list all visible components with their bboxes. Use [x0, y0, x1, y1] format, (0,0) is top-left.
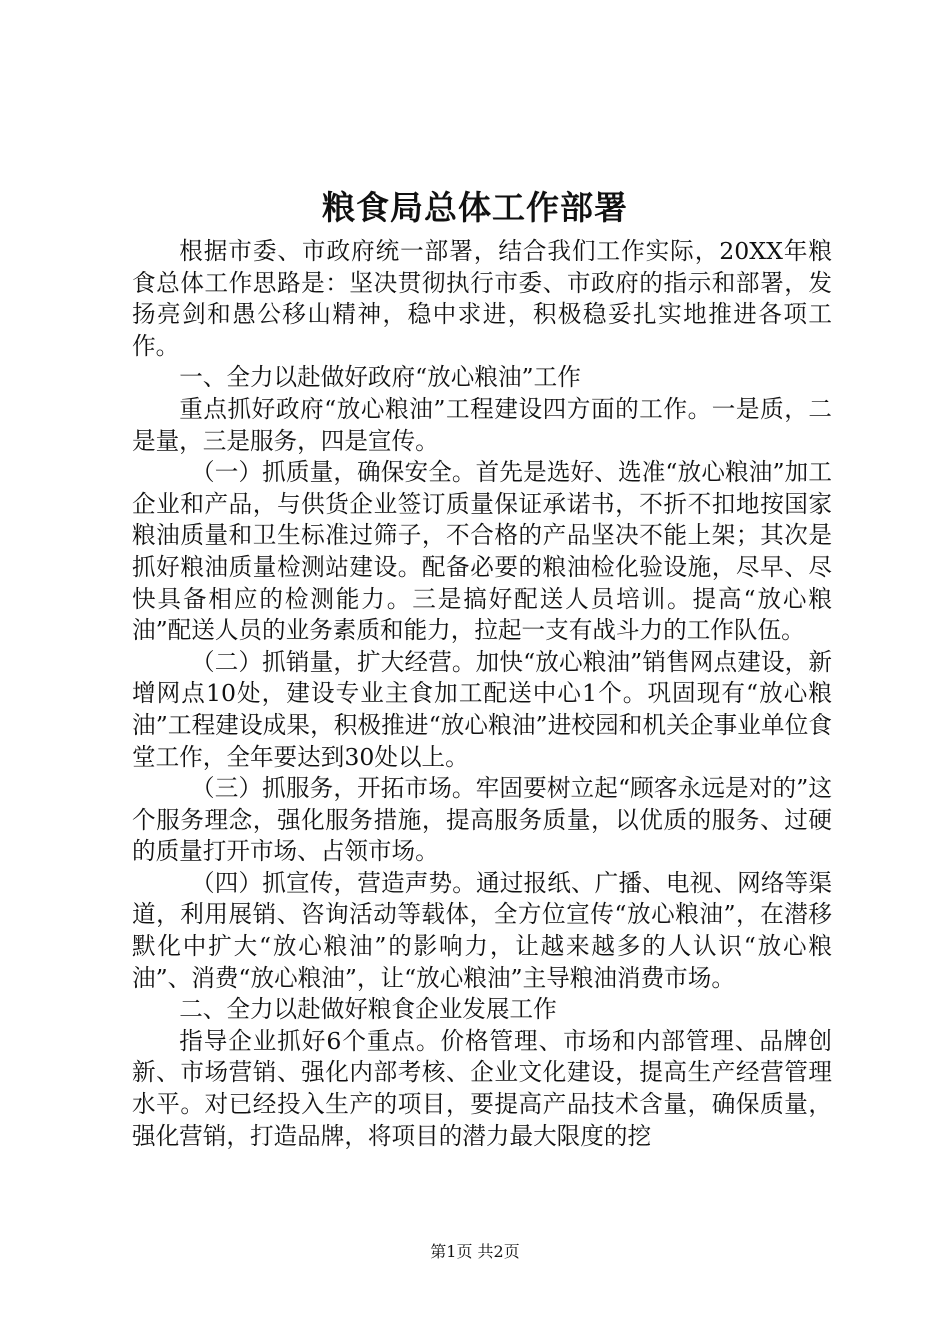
- paragraph-enterprise: 指导企业抓好6个重点。价格管理、市场和内部管理、品牌创新、市场营销、强化内部考核、企业文化建设，提高生产经营管理水平。对已经投入生产的项目，要提高产品技术含量，确保质量，强化营销，打造品牌，将项目的潜力最大限度的挖: [132, 1026, 832, 1150]
- paragraph-publicity: （四）抓宣传，营造声势。通过报纸、广播、电视、网络等渠道，利用展销、咨询活动等载体，全方位宣传“放心粮油”，在潜移默化中扩大“放心粮油”的影响力，让越来越多的人认识“放心粮油”、消费“放心粮油”，让“放心粮油”主导粮油消费市场。: [132, 868, 832, 992]
- page-number-footer: 第1页 共2页: [430, 1242, 520, 1261]
- paragraph-intro: 根据市委、市政府统一部署，结合我们工作实际，20XX年粮食总体工作思路是：坚决贯彻执行市委、市政府的指示和部署，发扬亮剑和愚公移山精神，稳中求进，积极稳妥扎实地推进各项工作。: [132, 237, 832, 360]
- paragraph-sales: （二）抓销量，扩大经营。加快“放心粮油”销售网点建设，新增网点10处，建设专业主食加工配送中心1个。巩固现有“放心粮油”工程建设成果，积极推进“放心粮油”进校园和机关企事业单位食堂工作，全年要达到30处以上。: [132, 647, 832, 771]
- paragraph-section-1-summary: 重点抓好政府“放心粮油”工程建设四方面的工作。一是质，二是量，三是服务，四是宣传。: [132, 394, 832, 455]
- document-body: [132, 236, 832, 1152]
- document-title: 粮食局总体工作部署: [322, 188, 628, 227]
- paragraph-quality: （一）抓质量，确保安全。首先是选好、选准“放心粮油”加工企业和产品，与供货企业签订质量保证承诺书，不折不扣地按国家粮油质量和卫生标准过筛子，不合格的产品坚决不能上架；其次是抓好粮油质量检测站建设。配备必要的粮油检化验设施，尽早、尽快具备相应的检测能力。三是搞好配送人员培训。提高“放心粮油”配送人员的业务素质和能力，拉起一支有战斗力的工作队伍。: [132, 458, 832, 645]
- section-heading-1: 一、全力以赴做好政府“放心粮油”工作: [179, 363, 581, 392]
- section-heading-2: 二、全力以赴做好粮食企业发展工作: [179, 995, 557, 1024]
- paragraph-service: （三）抓服务，开拓市场。牢固要树立起“顾客永远是对的”这个服务理念，强化服务措施，提高服务质量，以优质的服务、过硬的质量打开市场、占领市场。: [132, 774, 832, 866]
